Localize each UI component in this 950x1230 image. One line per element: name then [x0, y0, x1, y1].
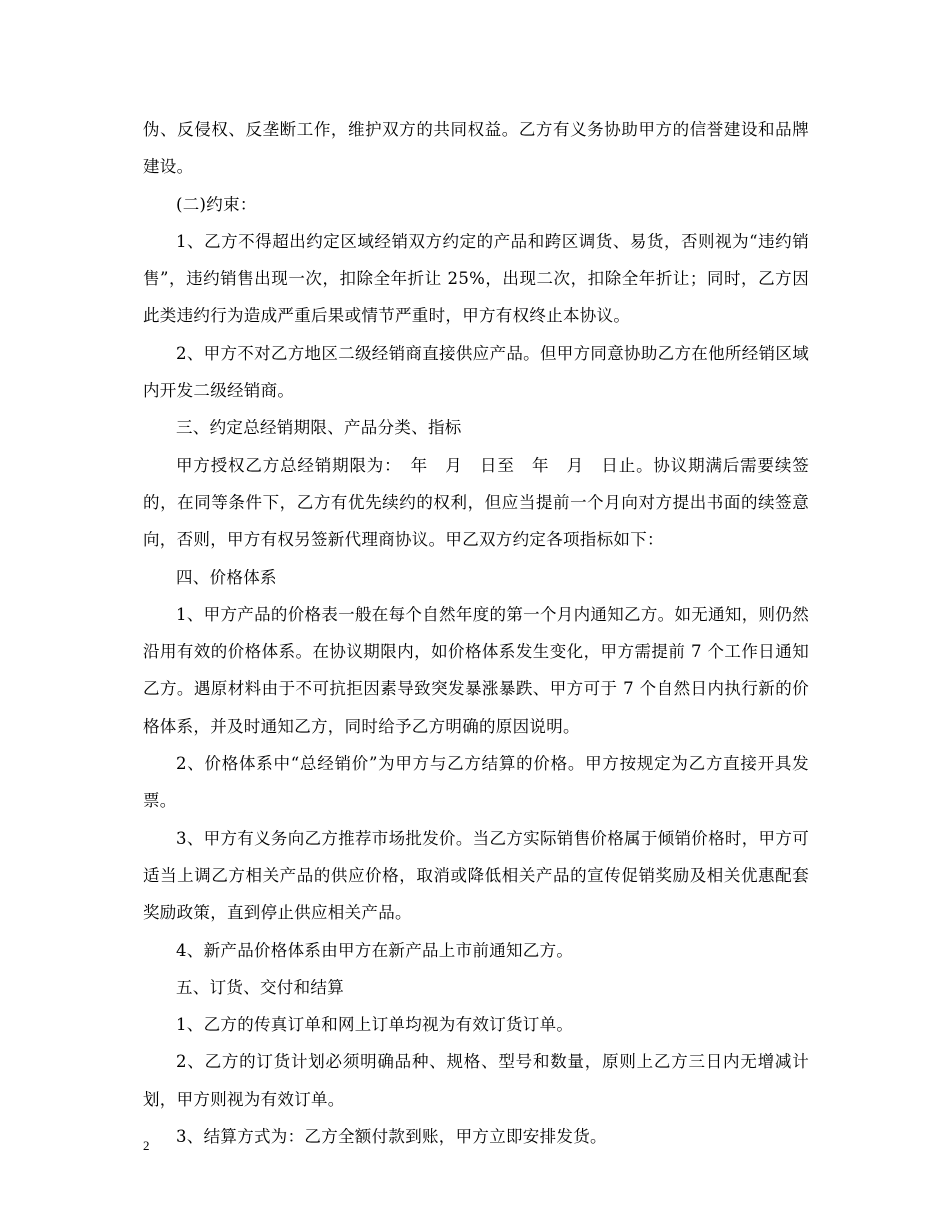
paragraph-ordering-2: 2、乙方的订货计划必须明确品种、规格、型号和数量，原则上乙方三日内无增减计划，甲方则视为有效订单。 — [143, 1052, 809, 1109]
paragraph-ordering-3: 3、结算方式为：乙方全额付款到账，甲方立即安排发货。 — [176, 1127, 607, 1147]
section-heading-term: 三、约定总经销期限、产品分类、指标 — [176, 418, 462, 438]
document-body — [143, 111, 809, 1155]
section-heading-ordering: 五、订货、交付和结算 — [176, 977, 344, 997]
paragraph-pricing-1: 1、甲方产品的价格表一般在每个自然年度的第一个月内通知乙方。如无通知，则仍然沿用有效的价格体系。在协议期限内，如价格体系发生变化，甲方需提前 7 个工作日通知乙方。遇原材料由于不可抗拒因素导致突发暴涨暴跌、甲方可于 7 个自然日内执行新的价格体系，并及时通知乙方，同时给予乙方明确的原因说明。 — [143, 604, 809, 736]
paragraph-continuation: 伪、反侵权、反垄断工作，维护双方的共同权益。乙方有义务协助甲方的信誉建设和品牌建设。 — [143, 120, 809, 177]
paragraph-constraint-2: 2、甲方不对乙方地区二级经销商直接供应产品。但甲方同意协助乙方在他所经销区域内开发二级经销商。 — [143, 343, 809, 401]
paragraph-pricing-3: 3、甲方有义务向乙方推荐市场批发价。当乙方实际销售价格属于倾销价格时，甲方可适当上调乙方相关产品的供应价格，取消或降低相关产品的宣传促销奖励及相关优惠配套奖励政策，直到停止供应相关产品。 — [143, 828, 809, 923]
section-heading-constraints: (二)约束： — [176, 194, 257, 214]
paragraph-pricing-2: 2、价格体系中“总经销价”为甲方与乙方结算的价格。甲方按规定为乙方直接开具发票。 — [143, 754, 809, 811]
section-heading-pricing: 四、价格体系 — [176, 567, 277, 587]
paragraph-constraint-1: 1、乙方不得超出约定区域经销双方约定的产品和跨区调货、易货，否则视为“违约销售”，违约销售出现一次，扣除全年折让 25%，出现二次，扣除全年折让；同时，乙方因此类违约行为造成严重后果或情节严重时，甲方有权终止本协议。 — [143, 231, 809, 326]
paragraph-ordering-1: 1、乙方的传真订单和网上订单均视为有效订货订单。 — [176, 1015, 574, 1035]
page-number: 2 — [143, 1138, 150, 1153]
paragraph-pricing-4: 4、新产品价格体系由甲方在新产品上市前通知乙方。 — [176, 940, 574, 960]
paragraph-term: 甲方授权乙方总经销期限为： 年 月 日至 年 月 日止。协议期满后需要续签的，在同等条件下，乙方有优先续约的权利，但应当提前一个月向对方提出书面的续签意向，否则，甲方有权另签新代理商协议。甲乙双方约定各项指标如下： — [143, 455, 809, 550]
